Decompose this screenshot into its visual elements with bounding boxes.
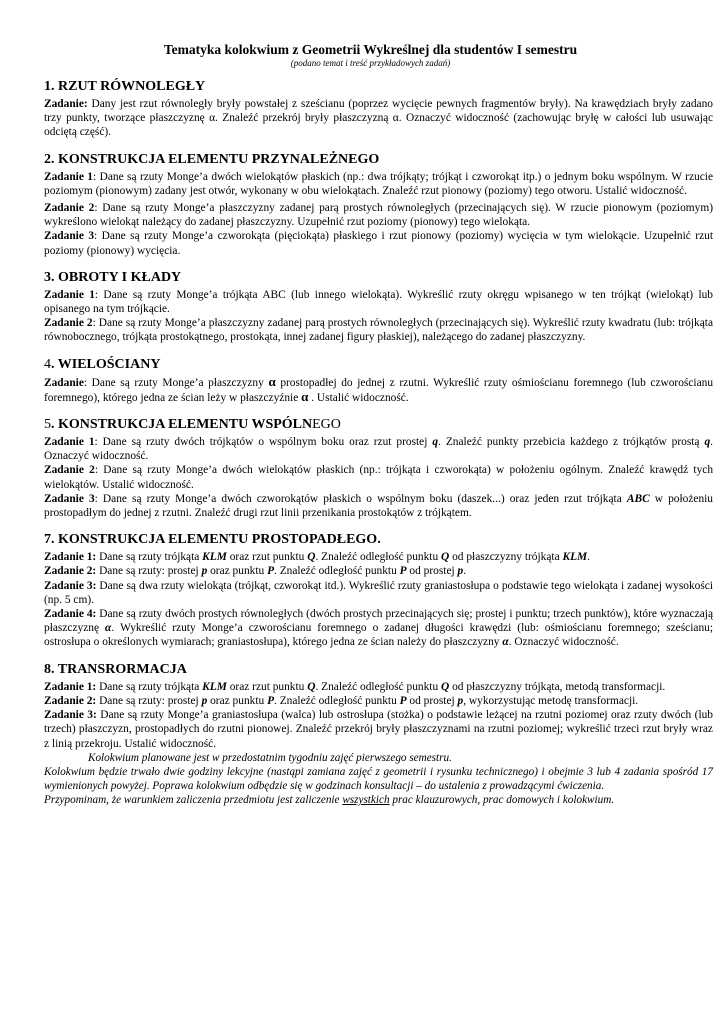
task-text: Dany jest rzut równoległy bryły powstałej z sześcianu (poprzez wycięcie pewnych fragmentów bryły). Na krawędziach bryły zadano trzy punkty, tworzące płaszczyznę α. Znaleźć przekrój bryły płaszczyzną α. Oznaczyć widoczność (zachowując bryłę w całości lub usuwając odciętą część). [44, 98, 713, 139]
note-text: prac klauzurowych, prac domowych i kolokwium. [389, 793, 615, 806]
section-number: 4 [44, 356, 51, 372]
task-paragraph [44, 316, 713, 344]
task-text: w położeniu prostopadłym do jednej z rzutni. Znaleźć drugi rzut linii przenikania prostokątów z trójkątem. [44, 492, 713, 520]
task-text: oraz punktu [207, 565, 268, 578]
section-heading-3: 3. OBROTY I KŁADY [44, 269, 182, 285]
task-text: . [463, 565, 467, 578]
task-text: . Oznaczyć widoczność. [44, 436, 713, 463]
task-label: Zadanie 1: [44, 551, 97, 564]
note-duration: Kolokwium będzie trwało dwie godziny lekcyjne (nastąpi zamiana zajęć z geometrii i rysunku technicznego) i obejmie 3 lub 4 zadania spośród 17 wymienionych powyżej. Poprawa kolokwium odbędzie się w godzinach konsultacji – do ustalenia z prowadzącymi ćwiczenia. [44, 765, 713, 792]
symbol-klm: KLM [562, 551, 588, 564]
symbol-P: P [399, 694, 407, 707]
task-text: od płaszczyzny trójkąta, metodą transformacji. [449, 680, 666, 693]
section-heading-2: 2. KONSTRUKCJA ELEMENTU PRZYNALEŻNEGO [44, 151, 380, 167]
task-text: : Dane są rzuty dwóch trójkątów o wspólnym boku oraz rzut prostej [94, 436, 433, 449]
symbol-q: Q [307, 551, 316, 564]
note-schedule: Kolokwium planowane jest w przedostatnim tygodniu zajęć pierwszego semestru. [88, 751, 452, 764]
task-paragraph [44, 708, 713, 751]
task-paragraph [44, 463, 713, 491]
section-title-tail: EGO [312, 417, 341, 433]
task-label: Zadanie 3 [44, 492, 95, 505]
task-label: Zadanie 1 [44, 288, 95, 301]
document-subtitle: (podano temat i treść przykładowych zadań) [290, 58, 451, 68]
task-label: Zadanie 1: [44, 680, 97, 693]
task-label: Zadanie 2 [44, 317, 93, 330]
task-text: Dane są rzuty trójkąta [96, 551, 203, 564]
task-text: Dane są rzuty: prostej [96, 694, 202, 707]
task-text: oraz rzut punktu [226, 551, 308, 564]
symbol-p: p [457, 694, 464, 707]
symbol-p: p [201, 694, 208, 707]
note-requirement [44, 793, 713, 807]
task-text: Dane są dwa rzuty wielokąta (trójkąt, czworokąt itd.). Wykreślić rzuty graniastosłupa o podstawie tego wielokąta i zadanej wysokości (np. 5 cm). [44, 579, 714, 606]
task-label: Zadanie 3: [44, 709, 97, 722]
task-text: od prostej [406, 694, 458, 707]
task-paragraph [44, 550, 713, 564]
section-title: . WIELOŚCIANY [51, 356, 161, 372]
symbol-P: P [399, 565, 407, 578]
symbol-klm: KLM [202, 680, 227, 693]
task-paragraph [44, 579, 713, 607]
task-text: : Dane są rzuty Monge’a czworokąta (pięciokąta) płaskiego i rzut pionowy (poziomy) wycięcia w tym wielokącie. Uzupełnić rzut poziomy (pionowy) wycięcia. [44, 230, 714, 257]
task-text: : Dane są rzuty Monge’a trójkąta ABC (lub innego wielokąta). Wykreślić rzuty okręgu wpisanego w ten trójkąt (wielokąt) lub opisanego na tym trójkącie. [44, 288, 713, 316]
symbol-q: q [704, 436, 711, 449]
task-text: . Znaleźć odległość punktu [315, 680, 442, 693]
symbol-q: Q [307, 680, 316, 693]
task-text: . Wykreślić rzuty Monge’a czworościanu foremnego o zadanej długości krawędzi (lub: ośmiościanu foremnego; sześcianu; ostrosłupa o określonych wymiarach; graniastosłupa), którego jedna ze ścian należy do płaszczyzny [44, 622, 713, 649]
alpha-symbol: α [268, 373, 276, 389]
task-label: Zadanie 1 [44, 436, 95, 449]
symbol-p: p [201, 565, 208, 578]
task-label: Zadanie 4: [44, 608, 97, 621]
task-paragraph [44, 680, 713, 694]
task-text: . Ustalić widoczność. [308, 391, 409, 404]
task-text: Dane są rzuty trójkąta [96, 680, 203, 693]
task-text: : Dane są rzuty Monge’a płaszczyzny [83, 376, 269, 389]
task-text: . Znaleźć odległość punktu [274, 694, 400, 707]
task-label: Zadanie 2 [44, 464, 95, 477]
task-text: Dane są rzuty Monge’a graniastosłupa (walca) lub ostrosłupa (stożka) o podstawie leżącej na rzutni poziomej oraz rzuty dwóch (lub trzech) płaszczyzn, prostopadłych do rzutni pionowej. Znaleźć przekrój bryły płaszczyznami na rzutni poziomej; wykreślić trzeci rzut bryły wraz z linią przekroju. Ustalić widoczność. [44, 709, 714, 750]
task-text: od prostej [406, 565, 458, 578]
symbol-klm: KLM [202, 551, 227, 564]
task-paragraph [44, 288, 713, 316]
task-paragraph [44, 229, 713, 257]
note-emphasis: wszystkich [342, 793, 390, 806]
task-text: prostopadłej do jednej z rzutni. Wykreślić rzuty ośmiościanu foremnego (lub czworościanu foremnego), którego jedna ze ścian leży w płaszczyźnie [44, 376, 714, 404]
section-heading-5 [44, 417, 713, 433]
task-text: : Dane są rzuty Monge’a płaszczyzny zadanej parą prostych równoległych (przecinających się). W rzucie pionowym (poziomym) wykreślono wielokąt należący do zadanej płaszczyzny. Uzupełnić rzut poziomy (pionowy) tego wielokąta. [44, 202, 713, 229]
symbol-P: P [267, 694, 275, 707]
task-text: : Dane są rzuty Monge’a dwóch wielokątów płaskich (np.: trójkąta i czworokąta) w położeniu ogólnym. Znaleźć krawędź tych wielokątów. Ustalić widoczność. [44, 464, 714, 491]
task-paragraph [44, 375, 713, 405]
task-text: : Dane są rzuty Monge’a dwóch czworokątów płaskich o wspólnym boku (daszek...) oraz jeden rzut trójkąta [94, 492, 627, 505]
task-paragraph [44, 564, 713, 578]
alpha-symbol: α [105, 622, 112, 635]
symbol-abc: ABC [626, 492, 650, 505]
section-heading-1: 1. RZUT RÓWNOLEGŁY [44, 79, 206, 94]
task-text: . [587, 551, 591, 564]
task-label: Zadanie 2 [44, 202, 95, 215]
alpha-symbol: α [301, 388, 309, 404]
symbol-q: Q [441, 680, 450, 693]
task-label: Zadanie 3: [44, 579, 97, 592]
task-label: Zadanie 2: [44, 565, 97, 578]
task-text: . Oznaczyć widoczność. [508, 636, 619, 649]
section-title: . KONSTRUKCJA ELEMENTU WSPÓLN [51, 417, 313, 433]
task-text: Dane są rzuty dwóch prostych równoległych (dwóch prostych przecinających się; prostej i punktu; trzech punktów), które wyznaczają płaszczyznę [44, 608, 713, 635]
task-label: Zadanie 2: [44, 694, 97, 707]
task-label: Zadanie: [44, 98, 88, 110]
note-text: Przypominam, że warunkiem zaliczenia przedmiotu jest zaliczenie [44, 793, 343, 806]
task-paragraph [44, 694, 713, 708]
task-text: , wykorzystując metodę transformacji. [463, 694, 639, 707]
task-text: oraz punktu [207, 694, 268, 707]
symbol-q: q [432, 436, 439, 449]
task-paragraph [44, 435, 713, 463]
section-number: 5 [44, 417, 51, 433]
document-title: Tematyka kolokwium z Geometrii Wykreślnej dla studentów I semestru [163, 42, 578, 57]
task-text: od płaszczyzny trójkąta [449, 551, 563, 564]
task-text: . Znaleźć punkty przebicia każdego z trójkątów prostą [438, 436, 705, 449]
section-heading-8: 8. TRANSRORMACJA [44, 661, 187, 677]
task-text: oraz rzut punktu [226, 680, 308, 693]
section-heading-7: 7. KONSTRUKCJA ELEMENTU PROSTOPADŁEGO. [44, 532, 381, 548]
task-text: : Dane są rzuty Monge’a dwóch wielokątów płaskich (np.: dwa trójkąty; trójkąt i czworokąt itp.) o jednym boku wspólnym. W rzucie poziomym (pionowym) zadany jest otwór, wykonany w obu wielokątach. Znaleźć rzut pionowy (poziomy) tego otworu. Ustalić widoczność. [44, 170, 714, 197]
symbol-q: Q [441, 551, 450, 564]
task-text: Dane są rzuty: prostej [96, 565, 202, 578]
symbol-P: P [267, 565, 275, 578]
section-heading-4 [44, 357, 713, 373]
task-paragraph [44, 170, 713, 198]
task-paragraph [44, 607, 713, 650]
alpha-symbol: α [502, 636, 509, 649]
task-label: Zadanie 1 [44, 170, 93, 183]
task-text: . Znaleźć odległość punktu [315, 551, 442, 564]
task-text: : Dane są rzuty Monge’a płaszczyzny zadanej parą prostych równoległych (przecinających się). Wykreślić rzuty kwadratu (lub: trójkąta równobocznego, trójkąta prostokątnego, prostokąta, innej zadanej figury płaskiej), należącego do zadanej płaszczyzny. [44, 317, 713, 344]
task-text: . Znaleźć odległość punktu [274, 565, 400, 578]
task-paragraph [44, 492, 713, 520]
task-label: Zadanie 3 [44, 230, 95, 243]
symbol-p: p [457, 565, 464, 578]
task-label: Zadanie [44, 376, 84, 389]
task-paragraph [44, 201, 713, 229]
task-paragraph [44, 97, 713, 140]
